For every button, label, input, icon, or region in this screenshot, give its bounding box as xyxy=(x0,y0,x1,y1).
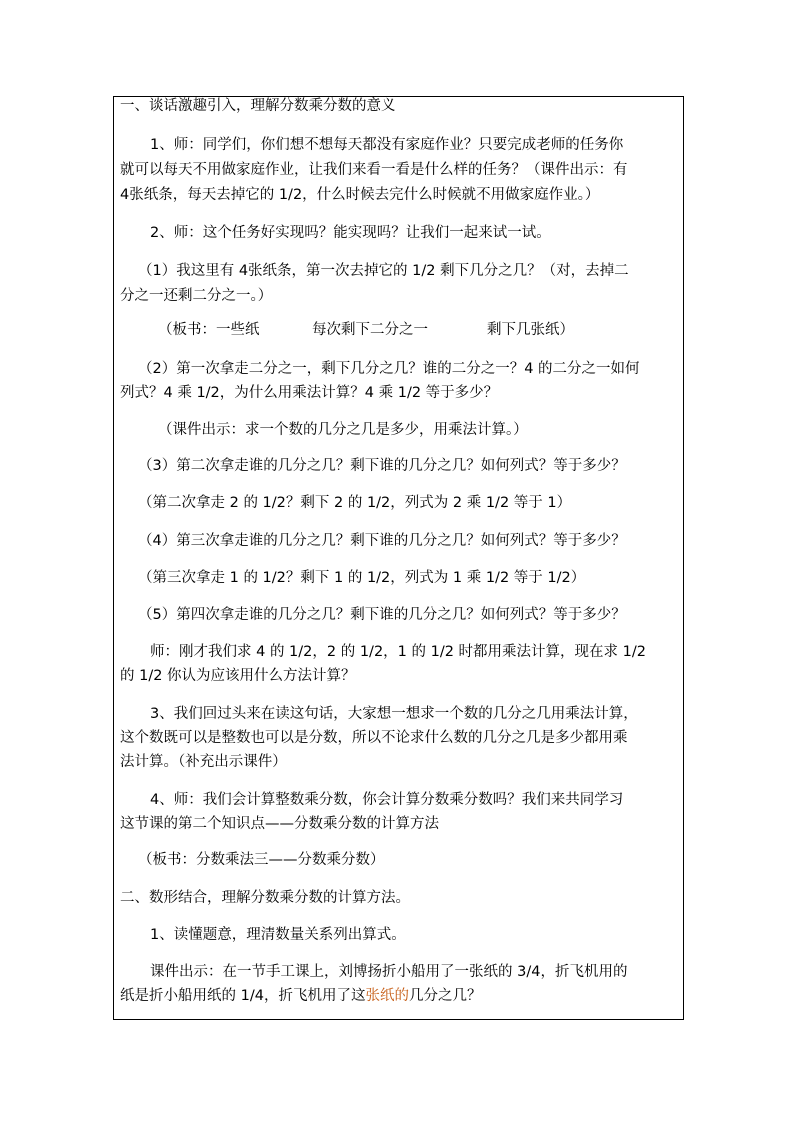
board-note: （板书：分数乘法三——分数乘分数） xyxy=(138,852,385,868)
text-line: 3、我们回过头来在读这句话，大家想一想求一个数的几分之几用乘法计算， xyxy=(150,706,638,722)
text-line: 2、师：这个任务好实现吗？能实现吗？让我们一起来试一试。 xyxy=(150,225,551,241)
board-note-1: （板书：一些纸 xyxy=(158,322,260,338)
text-line: 分之一还剩二分之一。） xyxy=(120,288,273,304)
text-line: （4）第三次拿走谁的几分之几？剩下谁的几分之几？如何列式？等于多少？ xyxy=(138,533,626,549)
text-line: （1）我这里有 4张纸条，第一次去掉它的 1/2 剩下几分之几？（对，去掉二 xyxy=(138,263,629,279)
text-line: 就可以每天不用做家庭作业，让我们来看一看是什么样的任务？（课件出示：有 xyxy=(120,162,628,178)
text-line: 1、读懂题意，理清数量关系列出算式。 xyxy=(150,927,406,943)
text-line: 4、师：我们会计算整数乘分数，你会计算分数乘分数吗？我们来共同学习 xyxy=(150,792,624,808)
text-line: （第三次拿走 1 的 1/2？剩下 1 的 1/2，列式为 1 乘 1/2 等于 1/2） xyxy=(138,570,586,586)
section-heading-2: 二、数形结合，理解分数乘分数的计算方法。 xyxy=(120,890,410,906)
text-line: 课件出示：在一节手工课上，刘博扬折小船用了一张纸的 3/4，折飞机用的 xyxy=(150,964,628,980)
text-line: （课件出示：求一个数的几分之几是多少，用乘法计算。） xyxy=(158,422,528,438)
text-line: 列式？4 乘 1/2，为什么用乘法计算？4 乘 1/2 等于多少？ xyxy=(120,385,499,401)
text-line: 4张纸条，每天去掉它的 1/2，什么时候去完什么时候就不用做家庭作业。） xyxy=(120,187,600,203)
text-line: （5）第四次拿走谁的几分之几？剩下谁的几分之几？如何列式？等于多少？ xyxy=(138,607,626,623)
text-line: 这节课的第二个知识点——分数乘分数的计算方法 xyxy=(120,816,439,832)
text-line: 师：刚才我们求 4 的 1/2，2 的 1/2，1 的 1/2 时都用乘法计算，现在求 1/2 xyxy=(150,644,646,660)
text-line: （第二次拿走 2 的 1/2？剩下 2 的 1/2，列式为 2 乘 1/2 等于 1） xyxy=(138,495,572,511)
section-heading-1: 一、谈话激趣引入，理解分数乘分数的意义 xyxy=(120,98,396,114)
highlighted-text: 张纸的 xyxy=(365,988,409,1004)
text-segment: 几分之几？ xyxy=(408,988,482,1004)
text-line: 1、师：同学们，你们想不想每天都没有家庭作业？只要完成老师的任务你 xyxy=(150,137,624,153)
text-line: 的 1/2 你认为应该用什么方法计算？ xyxy=(120,668,356,684)
text-line: （3）第二次拿走谁的几分之几？剩下谁的几分之几？如何列式？等于多少？ xyxy=(138,458,626,474)
text-line: 这个数既可以是整数也可以是分数，所以不论求什么数的几分之几是多少都用乘 xyxy=(120,730,628,746)
text-line: （2）第一次拿走二分之一，剩下几分之几？谁的二分之一？4 的二分之一如何 xyxy=(138,361,640,377)
text-segment: 纸是折小船用纸的 1/4，折飞机用了这 xyxy=(120,988,366,1004)
text-line xyxy=(120,984,676,1009)
text-line: 法计算。（补充出示课件） xyxy=(120,754,287,770)
board-note-2: 每次剩下二分之一 xyxy=(312,322,428,338)
board-note-3: 剩下几张纸） xyxy=(487,322,574,338)
